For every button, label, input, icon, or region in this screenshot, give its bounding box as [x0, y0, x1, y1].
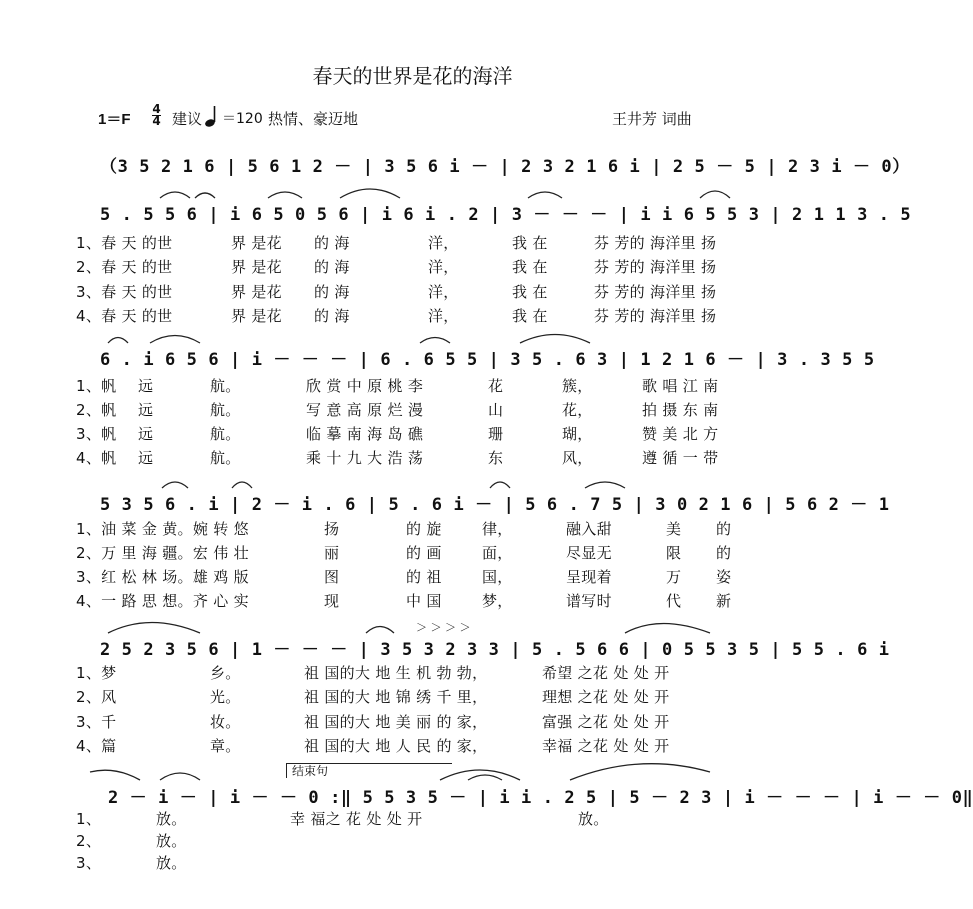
- ending-label: 结束句: [292, 764, 329, 778]
- lyric-segment: 3、: [76, 854, 102, 872]
- lyric-segment: 洋，: [428, 307, 459, 325]
- lyric-segment: 图: [324, 568, 340, 586]
- lyric-segment: 姿: [716, 568, 732, 586]
- lyric-segment: 远: [138, 401, 154, 419]
- lyric-segment: 的 海: [314, 234, 350, 252]
- lyric-segment: 芬 芳的 海洋里 扬: [594, 283, 717, 301]
- tempo-value: ＝120: [222, 111, 263, 127]
- lyric-segment: 临 摹 南 海 岛 礁: [306, 425, 424, 443]
- lyric-segment: 瑚，: [562, 425, 593, 443]
- accent-marks: ＞ ＞ ＞ ＞: [416, 621, 471, 634]
- tempo-label: 建议: [172, 110, 203, 128]
- lyric-segment: 光。: [210, 688, 241, 706]
- staff-line-1: （3 5 2 1 6 | 5 6 1 2 － | 3 5 6 i － | 2 3 2 1 6 i | 2 5 － 5 | 2 3 i － 0）: [100, 157, 910, 177]
- lyric-segment: 1、油 菜 金 黄。婉 转 悠: [76, 520, 249, 538]
- time-sig-bottom: 4: [152, 114, 161, 128]
- lyric-segment: 风，: [562, 449, 593, 467]
- lyric-segment: 3、春 天 的世: [76, 283, 173, 301]
- lyric-segment: 3、千: [76, 713, 117, 731]
- lyric-segment: 乘 十 九 大 浩 荡: [306, 449, 424, 467]
- lyric-segment: 放。: [156, 832, 187, 850]
- lyric-segment: 洋，: [428, 258, 459, 276]
- lyric-segment: 花，: [562, 401, 593, 419]
- staff-line-3: 6 . i 6 5 6 | i － － － | 6 . 6 5 5 | 3 5 . 6 3 | 1 2 1 6 － | 3 . 3 5 5: [100, 350, 875, 370]
- lyric-segment: 面，: [482, 544, 513, 562]
- lyric-segment: 1、: [76, 810, 102, 828]
- lyric-segment: 放。: [156, 810, 187, 828]
- lyric-segment: 洋，: [428, 283, 459, 301]
- lyric-segment: 祖 国的大 地 锦 绣 千 里，: [304, 688, 488, 706]
- lyric-segment: 山: [488, 401, 504, 419]
- lyric-segment: 希望 之花 处 处 开: [542, 664, 670, 682]
- lyric-segment: 4、一 路 思 想。齐 心 实: [76, 592, 249, 610]
- lyric-segment: 界 是花: [231, 258, 282, 276]
- lyric-segment: 的 旋: [406, 520, 442, 538]
- lyric-segment: 乡。: [210, 664, 241, 682]
- lyric-segment: 欣 赏 中 原 桃 李: [306, 377, 424, 395]
- lyric-segment: 我 在: [512, 283, 548, 301]
- lyric-segment: 融入甜: [566, 520, 612, 538]
- lyric-segment: 的 画: [406, 544, 442, 562]
- lyric-segment: 2、春 天 的世: [76, 258, 173, 276]
- lyric-segment: 富强 之花 处 处 开: [542, 713, 670, 731]
- lyric-segment: 航。: [210, 377, 241, 395]
- lyric-segment: 1、春 天 的世: [76, 234, 173, 252]
- lyric-segment: 4、春 天 的世: [76, 307, 173, 325]
- lyric-segment: 理想 之花 处 处 开: [542, 688, 670, 706]
- lyric-segment: 4、帆: [76, 449, 117, 467]
- lyric-segment: 幸 福之 花 处 处 开: [290, 810, 423, 828]
- lyric-segment: 芬 芳的 海洋里 扬: [594, 258, 717, 276]
- lyric-segment: 2、风: [76, 688, 117, 706]
- lyric-segment: 扬: [324, 520, 340, 538]
- lyric-segment: 祖 国的大 地 生 机 勃 勃，: [304, 664, 488, 682]
- lyric-segment: 放。: [156, 854, 187, 872]
- lyric-segment: 的: [716, 520, 732, 538]
- lyric-segment: 祖 国的大 地 人 民 的 家，: [304, 737, 488, 755]
- lyric-segment: 珊: [488, 425, 504, 443]
- time-sig-top: 4: [152, 102, 161, 116]
- lyric-segment: 尽显无: [566, 544, 612, 562]
- lyric-segment: 的 祖: [406, 568, 442, 586]
- lyric-segment: 遵 循 一 带: [642, 449, 719, 467]
- lyric-segment: 芬 芳的 海洋里 扬: [594, 307, 717, 325]
- lyric-segment: 律，: [482, 520, 513, 538]
- staff-line-6: 2 － i － | i － － 0 :‖ 5 5 3 5 － | i i . 2 5 | 5 － 2 3 | i － － － | i － － 0‖: [108, 788, 973, 808]
- staff-line-5: 2 5 2 3 5 6 | 1 － － － | 3 5 3 2 3 3 | 5 . 5 6 6 | 0 5 5 3 5 | 5 5 . 6 i: [100, 640, 890, 660]
- lyric-segment: 歌 唱 江 南: [642, 377, 719, 395]
- lyric-segment: 界 是花: [231, 283, 282, 301]
- lyric-segment: 东: [488, 449, 504, 467]
- author-credit: 王井芳 词曲: [612, 110, 692, 128]
- lyric-segment: 芬 芳的 海洋里 扬: [594, 234, 717, 252]
- lyric-segment: 梦，: [482, 592, 513, 610]
- lyric-segment: 幸福 之花 处 处 开: [542, 737, 670, 755]
- lyric-segment: 谱写时: [566, 592, 612, 610]
- lyric-segment: 章。: [210, 737, 241, 755]
- lyric-segment: 的: [716, 544, 732, 562]
- lyric-segment: 新: [716, 592, 732, 610]
- lyric-segment: 丽: [324, 544, 340, 562]
- lyric-segment: 呈现着: [566, 568, 612, 586]
- lyric-segment: 写 意 高 原 烂 漫: [306, 401, 424, 419]
- lyric-segment: 放。: [578, 810, 609, 828]
- lyric-segment: 限: [666, 544, 682, 562]
- lyric-segment: 2、帆: [76, 401, 117, 419]
- lyric-segment: 远: [138, 449, 154, 467]
- lyric-segment: 祖 国的大 地 美 丽 的 家，: [304, 713, 488, 731]
- lyric-segment: 界 是花: [231, 234, 282, 252]
- lyric-segment: 2、: [76, 832, 102, 850]
- lyric-segment: 现: [324, 592, 340, 610]
- staff-line-2: 5 . 5 5 6 | i 6 5 0 5 6 | i 6 i . 2 | 3 － － － | i i 6 5 5 3 | 2 1 1 3 . 5: [100, 205, 912, 225]
- lyric-segment: 航。: [210, 449, 241, 467]
- expression-mark: 热情、豪迈地: [268, 110, 359, 128]
- lyric-segment: 3、红 松 林 场。雄 鸡 版: [76, 568, 249, 586]
- lyric-segment: 的 海: [314, 258, 350, 276]
- lyric-segment: 远: [138, 377, 154, 395]
- lyric-segment: 赞 美 北 方: [642, 425, 719, 443]
- lyric-segment: 1、梦: [76, 664, 117, 682]
- lyric-segment: 界 是花: [231, 307, 282, 325]
- staff-line-4: 5 3 5 6 . i | 2 － i . 6 | 5 . 6 i － | 5 6 . 7 5 | 3 0 2 1 6 | 5 6 2 － 1: [100, 495, 890, 515]
- page-title: 春天的世界是花的海洋: [312, 64, 513, 88]
- key-signature: 1＝F: [98, 111, 131, 128]
- lyric-segment: 我 在: [512, 258, 548, 276]
- lyric-segment: 1、帆: [76, 377, 117, 395]
- lyric-segment: 国，: [482, 568, 513, 586]
- lyric-segment: 洋，: [428, 234, 459, 252]
- lyric-segment: 妆。: [210, 713, 241, 731]
- lyric-segment: 美: [666, 520, 682, 538]
- lyric-segment: 中 国: [406, 592, 442, 610]
- lyric-segment: 簇，: [562, 377, 593, 395]
- lyric-segment: 的 海: [314, 283, 350, 301]
- lyric-segment: 的 海: [314, 307, 350, 325]
- lyric-segment: 航。: [210, 401, 241, 419]
- lyric-segment: 远: [138, 425, 154, 443]
- lyric-segment: 3、帆: [76, 425, 117, 443]
- lyric-segment: 4、篇: [76, 737, 117, 755]
- lyric-segment: 我 在: [512, 234, 548, 252]
- lyric-segment: 代: [666, 592, 682, 610]
- lyric-segment: 花: [488, 377, 504, 395]
- lyric-segment: 万: [666, 568, 682, 586]
- lyric-segment: 拍 摄 东 南: [642, 401, 719, 419]
- lyric-segment: 航。: [210, 425, 241, 443]
- lyric-segment: 2、万 里 海 疆。宏 伟 壮: [76, 544, 249, 562]
- lyric-segment: 我 在: [512, 307, 548, 325]
